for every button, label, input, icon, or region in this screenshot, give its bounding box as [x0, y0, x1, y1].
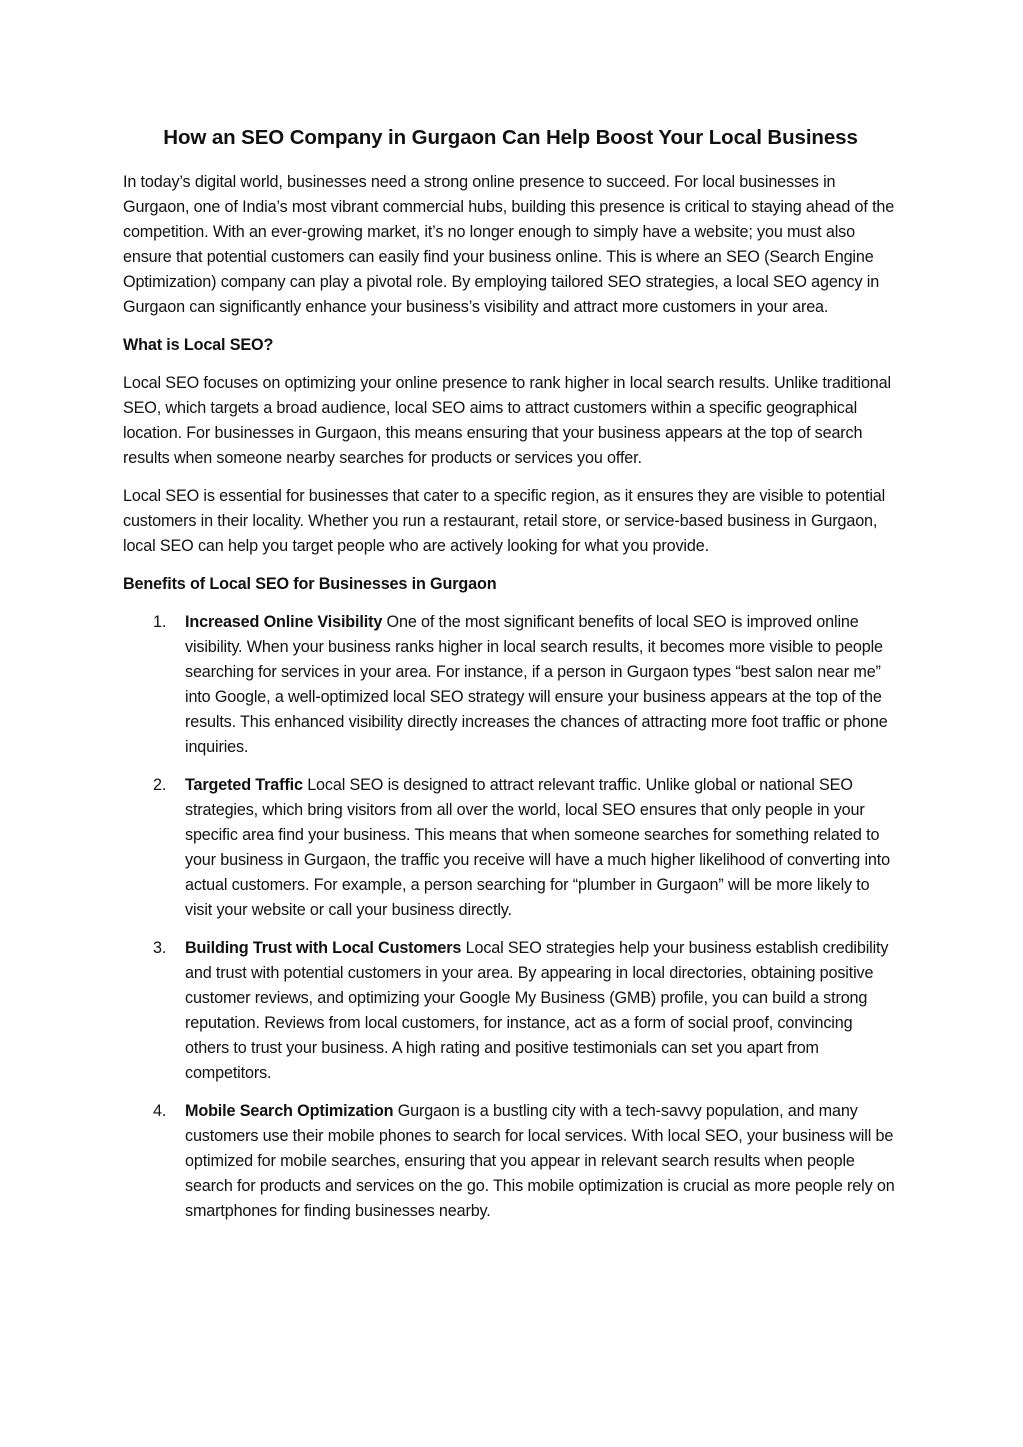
list-item — [123, 1099, 898, 1224]
benefits-list — [123, 610, 898, 1224]
document-title: How an SEO Company in Gurgaon Can Help Boost Your Local Business — [163, 126, 858, 149]
list-item-title: Mobile Search Optimization — [185, 1102, 394, 1120]
local-seo-paragraph-1: Local SEO focuses on optimizing your online presence to rank higher in local search results. Unlike traditional SEO, which targets a broad audience, local SEO aims to attract customers within a specific geographical location. For businesses in Gurgaon, this means ensuring that your business appears at the top of search results when someone nearby searches for products or services you offer. — [123, 374, 891, 467]
list-item-title: Increased Online Visibility — [185, 613, 383, 631]
list-item-title: Targeted Traffic — [185, 776, 303, 794]
list-item — [123, 610, 898, 760]
intro-paragraph: In today’s digital world, businesses need a strong online presence to succeed. For local businesses in Gurgaon, one of India’s most vibrant commercial hubs, building this presence is critical to staying ahead of the competition. With an ever-growing market, it’s no longer enough to simply have a website; you must also ensure that potential customers can easily find your business online. This is where an SEO (Search Engine Optimization) company can play a pivotal role. By employing tailored SEO strategies, a local SEO agency in Gurgaon can significantly enhance your business’s visibility and attract more customers in your area. — [123, 173, 895, 316]
section-heading-benefits: Benefits of Local SEO for Businesses in Gurgaon — [123, 575, 497, 593]
list-item-text: One of the most significant benefits of local SEO is improved online visibility. When your business ranks higher in local search results, it becomes more visible to people searching for services in your area. For instance, if a person in Gurgaon types “best salon near me” into Google, a well-optimized local SEO strategy will ensure your business appears at the top of the results. This enhanced visibility directly increases the chances of attracting more foot traffic or phone inquiries. — [185, 613, 888, 756]
list-item-number: 2. — [153, 776, 167, 794]
list-item-number: 3. — [153, 939, 167, 957]
list-item — [123, 936, 898, 1086]
list-item-text: Gurgaon is a bustling city with a tech-savvy population, and many customers use their mobile phones to search for local services. With local SEO, your business will be optimized for mobile searches, ensuring that you appear in relevant search results when people search for products and services on the go. This mobile optimization is crucial as more people rely on smartphones for finding businesses nearby. — [185, 1102, 895, 1220]
list-item-number: 1. — [153, 613, 167, 631]
document-page — [123, 124, 898, 1237]
list-item-title: Building Trust with Local Customers — [185, 939, 462, 957]
list-item — [123, 773, 898, 923]
list-item-number: 4. — [153, 1102, 167, 1120]
local-seo-paragraph-2: Local SEO is essential for businesses that cater to a specific region, as it ensures they are visible to potential customers in their locality. Whether you run a restaurant, retail store, or service-based business in Gurgaon, local SEO can help you target people who are actively looking for what you provide. — [123, 487, 886, 555]
list-item-text: Local SEO is designed to attract relevant traffic. Unlike global or national SEO strategies, which bring visitors from all over the world, local SEO ensures that only people in your specific area find your business. This means that when someone searches for something related to your business in Gurgaon, the traffic you receive will have a much higher likelihood of converting into actual customers. For example, a person searching for “plumber in Gurgaon” will be more likely to visit your website or call your business directly. — [185, 776, 890, 919]
section-heading-what-is-local-seo: What is Local SEO? — [123, 336, 274, 354]
list-item-text: Local SEO strategies help your business establish credibility and trust with potential customers in your area. By appearing in local directories, obtaining positive customer reviews, and optimizing your Google My Business (GMB) profile, you can build a strong reputation. Reviews from local customers, for instance, act as a form of social proof, convincing others to trust your business. A high rating and positive testimonials can set you apart from competitors. — [185, 939, 889, 1082]
